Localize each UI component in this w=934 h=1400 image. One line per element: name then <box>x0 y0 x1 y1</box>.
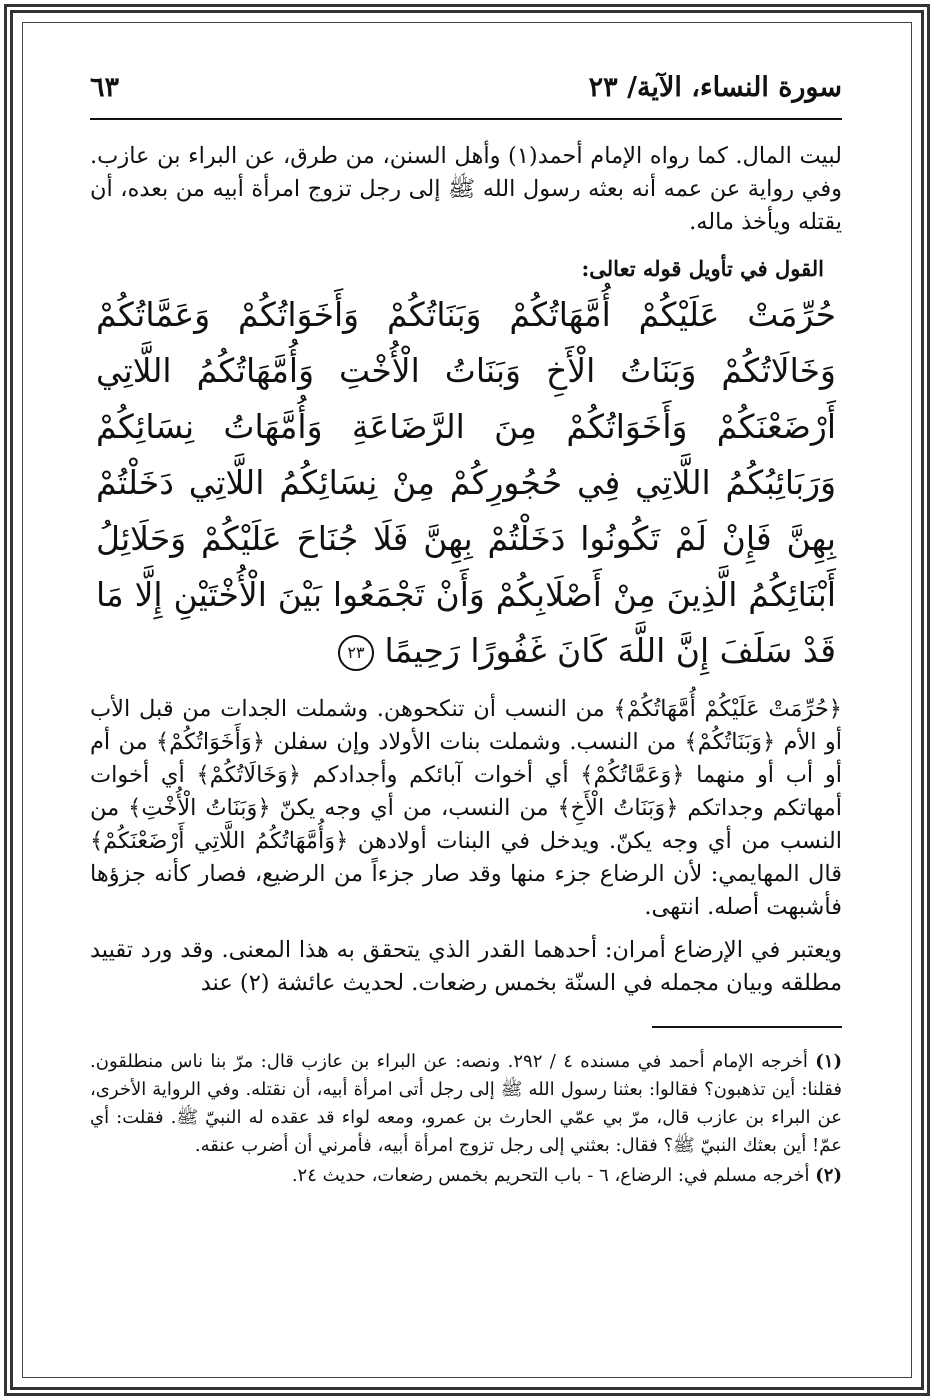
page-number: ٦٣ <box>90 72 120 103</box>
footnote-1-text: أخرجه الإمام أحمد في مسنده ٤ / ٢٩٢. ونصه: عن البراء بن عازب قال: مرّ بنا ناس منطلقون. فقلنا: أين تذهبون؟ فقالوا: بعثنا رسول الله ﷺ إلى رجل أتى امرأة أبيه، أن نقتله. وفي الرواية الأخرى، عن البراء بن عازب قال، مرّ بي عمّي الحارث بن عمرو، ومعه لواء قد عقده له النبيّ ﷺ. فقلت: أي عمّ! أين بعثك النبيّ ﷺ؟ فقال: بعثني إلى رجل تزوج امرأة أبيه، فأمرني أن أضرب عنقه. <box>90 1051 842 1156</box>
page-content <box>90 60 842 1340</box>
paragraph-commentary: ﴿حُرِّمَتْ عَلَيْكُمْ أُمَّهَاتُكُمْ﴾ من النسب أن تنكحوهن. وشملت الجدات من قبل الأب أو الأم ﴿وَبَنَاتُكُمْ﴾ من النسب. وشملت بنات الأولاد وإن سفلن ﴿وَأَخَوَاتُكُمْ﴾ من أم أو أب أو منهما ﴿وَعَمَّاتُكُمْ﴾ أي أخوات آبائكم وأجدادكم ﴿وَخَالَاتُكُمْ﴾ أي أخوات أمهاتكم وجداتكم ﴿وَبَنَاتُ الْأَخِ﴾ من النسب، من أي وجه يكنّ ﴿وَبَنَاتُ الْأُخْتِ﴾ من النسب من أي وجه يكنّ. ويدخل في البنات أولادهن ﴿وَأُمَّهَاتُكُمُ اللَّاتِي أَرْضَعْنَكُمْ﴾ قال المهايمي: لأن الرضاع جزء منها وقد صار جزءاً من الرضيع، فصار كأنه جزؤها فأشبهت أصله. انتهى. <box>90 696 842 920</box>
footnote-2 <box>90 1162 842 1190</box>
paragraph-breastfeeding: ويعتبر في الإرضاع أمران: أحدهما القدر الذي يتحقق به هذا المعنى. وقد ورد تقييد مطلقه وبيان مجمله في السنّة بخمس رضعات. لحديث عائشة (٢) عند <box>90 937 842 996</box>
running-header <box>90 60 842 116</box>
footnote-2-number: (٢) <box>815 1165 842 1186</box>
ayah-number-marker: ٢٣ <box>338 635 374 671</box>
footnote-1-number: (١) <box>815 1051 842 1072</box>
footnotes <box>90 1048 842 1190</box>
surah-reference: سورة النساء، الآية/ ٢٣ <box>588 72 842 103</box>
footnote-2-text: أخرجه مسلم في: الرضاع، ٦ - باب التحريم بخمس رضعات، حديث ٢٤. <box>291 1165 810 1186</box>
header-rule <box>90 118 842 120</box>
quran-verse-text: حُرِّمَتْ عَلَيْكُمْ أُمَّهَاتُكُمْ وَبَنَاتُكُمْ وَأَخَوَاتُكُمْ وَعَمَّاتُكُمْ وَخَالَاتُكُمْ وَبَنَاتُ الْأَخِ وَبَنَاتُ الْأُخْتِ وَأُمَّهَاتُكُمُ اللَّاتِي أَرْضَعْنَكُمْ وَأَخَوَاتُكُمْ مِنَ الرَّضَاعَةِ وَأُمَّهَاتُ نِسَائِكُمْ وَرَبَائِبُكُمُ اللَّاتِي فِي حُجُورِكُمْ مِنْ نِسَائِكُمُ اللَّاتِي دَخَلْتُمْ بِهِنَّ فَإِنْ لَمْ تَكُونُوا دَخَلْتُمْ بِهِنَّ فَلَا جُنَاحَ عَلَيْكُمْ وَحَلَائِلُ أَبْنَائِكُمُ الَّذِينَ مِنْ أَصْلَابِكُمْ وَأَنْ تَجْمَعُوا بَيْنَ الْأُخْتَيْنِ إِلَّا مَا قَدْ سَلَفَ إِنَّ اللَّهَ كَانَ غَفُورًا رَحِيمًا <box>96 295 836 670</box>
footnote-1 <box>90 1048 842 1160</box>
paragraph-intro: لبيت المال. كما رواه الإمام أحمد(١) وأهل السنن، من طرق، عن البراء بن عازب. وفي رواية عن عمه أنه بعثه رسول الله ﷺ إلى رجل تزوج امرأة أبيه من بعده، أن يقتله ويأخذ ماله. <box>90 143 842 235</box>
footnote-separator <box>652 1026 842 1028</box>
quran-verse <box>90 287 842 679</box>
section-heading: القول في تأويل قوله تعالى: <box>581 256 824 281</box>
